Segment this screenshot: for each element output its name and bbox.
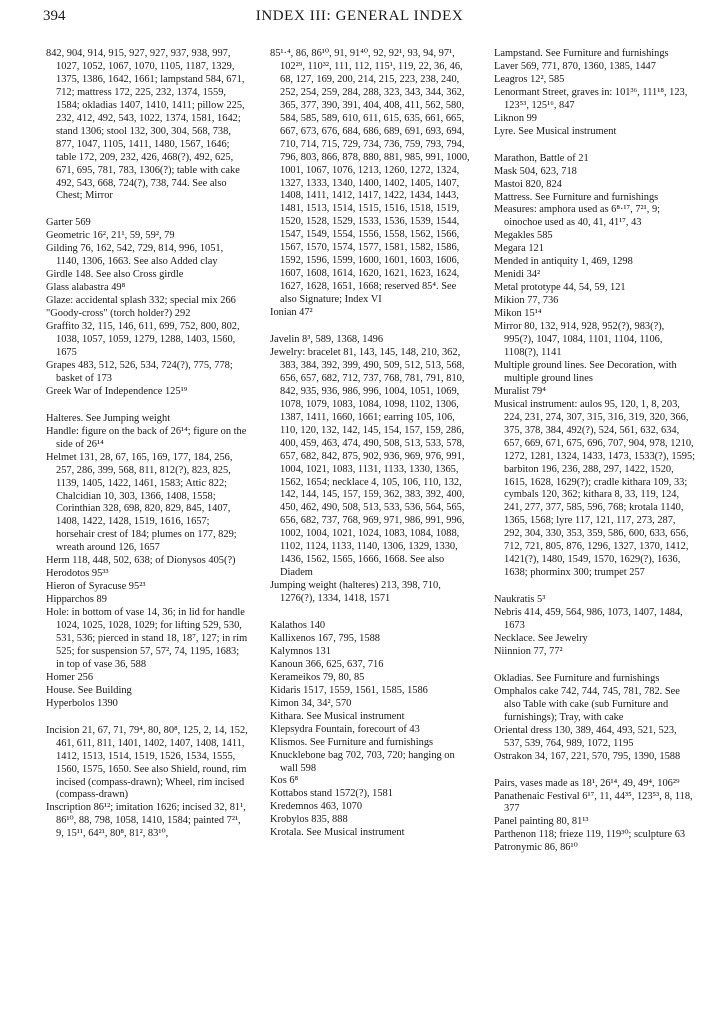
index-entry: Mikon 15¹⁴: [494, 308, 542, 320]
index-entry: Glass alabastra 49⁸: [46, 282, 126, 294]
index-entry: Niinnion 77, 77²: [494, 645, 563, 657]
index-section-first-entry: Halteres. See Jumping weight: [46, 412, 171, 424]
index-section-first-entry: Naukratis 5³: [494, 594, 546, 606]
index-entry: Gilding 76, 162, 542, 729, 814, 996, 1051, 1140, 1306, 1663. See also Added clay: [46, 243, 224, 268]
index-entry: Homer 256: [46, 671, 94, 683]
index-entry: Hipparchos 89: [46, 594, 107, 606]
index-entry: Patronymic 86, 86¹⁰: [494, 842, 578, 854]
index-section-first-entry: Incision 21, 67, 71, 79⁴, 80, 80⁸, 125, 2, 14, 152, 461, 611, 811, 1401, 1402, 1407, 1408, 1411, 1412, 1513, 1514, 1519, 1526, 1534, 1555, 1560, 1575, 1650. See also Shield, round, rim incised (compass-drawn); Wheel, rim incised (compass-drawn): [46, 724, 248, 801]
index-entry: Knucklebone bag 702, 703, 720; hanging on wall 598: [270, 749, 455, 774]
page-number: 394: [43, 8, 66, 24]
index-entry: Hyperbolos 1390: [46, 697, 118, 709]
section-spacer: [270, 606, 472, 620]
section-spacer: [494, 764, 696, 778]
index-entry: Mastoi 820, 824: [494, 178, 562, 190]
index-entry: Ionian 47²: [270, 307, 313, 319]
index-entry: Girdle 148. See also Cross girdle: [46, 269, 184, 281]
running-title: INDEX III: GENERAL INDEX: [255, 8, 464, 24]
index-entry: Mikion 77, 736: [494, 295, 559, 307]
index-section-first-entry: Javelin 8³, 589, 1368, 1496: [270, 334, 384, 346]
index-entry: Oriental dress 130, 389, 464, 493, 521, 523, 537, 539, 764, 989, 1072, 1195: [494, 724, 677, 749]
index-entry: Multiple ground lines. See Decoration, with multiple ground lines: [494, 359, 677, 384]
index-entry: Geometric 16², 21¹, 59, 59², 79: [46, 230, 175, 242]
index-entry: 85¹·⁴, 86, 86¹⁰, 91, 91⁴⁰, 92, 92¹, 93, 94, 97¹, 102²⁹, 110³², 111, 112, 115¹, 119, 22, 36, 46, 68, 127, 169, 200, 214, 215, 223, 238, 240, 252, 254, 259, 284, 288, 323, 343, 344, 362, 365, 377, 390, 391, 404, 408, 411, 562, 580, 584, 585, 589, 610, 611, 615, 635, 661, 665, 667, 673, 676, 684, 686, 689, 691, 693, 694, 710, 714, 715, 729, 734, 736, 759, 793, 794, 796, 803, 866, 878, 880, 881, 985, 991, 1000, 1001, 1067, 1076, 1213, 1260, 1272, 1324, 1327, 1333, 1340, 1400, 1402, 1405, 1407, 1408, 1411, 1412, 1417, 1422, 1434, 1443, 1481, 1513, 1514, 1515, 1516, 1518, 1519, 1520, 1528, 1529, 1533, 1536, 1539, 1544, 1547, 1549, 1554, 1556, 1558, 1562, 1566, 1567, 1570, 1574, 1577, 1581, 1582, 1586, 1592, 1596, 1599, 1600, 1601, 1603, 1606, 1607, 1608, 1614, 1620, 1621, 1623, 1624, 1627, 1628, 1651, 1668; reserved 85⁴. See also Signature; Index VI: [270, 48, 470, 306]
index-entry: 842, 904, 914, 915, 927, 927, 937, 938, 997, 1027, 1052, 1067, 1070, 1105, 1187, 1329, 1375, 1386, 1642, 1661; lampstand 584, 671, 712; mattress 172, 225, 232, 1374, 1559, 1584; okladias 1407, 1410, 1411; pillow 225, 232, 412, 492, 543, 1022, 1374, 1581, 1642; stand 1306; stool 132, 300, 304, 568, 738, 877, 1047, 1105, 1411, 1480, 1567, 1646; table 172, 209, 232, 426, 468(?), 492, 625, 671, 695, 781, 783, 1306(?); table with cake 492, 543, 668, 724(?), 738, 744. See also Chest; Mirror: [46, 48, 245, 202]
section-spacer: [494, 580, 696, 594]
page-header: [0, 8, 719, 32]
index-entry: Jewelry: bracelet 81, 143, 145, 148, 210, 362, 383, 384, 392, 399, 490, 509, 512, 513, 568, 656, 657, 682, 712, 737, 768, 781, 791, 810, 842, 935, 936, 986, 996, 1004, 1051, 1069, 1078, 1079, 1083, 1084, 1098, 1102, 1306, 1387, 1411, 1660, 1661; earring 105, 106, 110, 120, 132, 142, 145, 154, 157, 159, 286, 400, 459, 463, 474, 490, 508, 513, 533, 578, 657, 682, 842, 875, 902, 936, 969, 976, 991, 1004, 1021, 1083, 1131, 1133, 1330, 1365, 1562, 1654; necklace 4, 105, 106, 110, 132, 142, 144, 145, 157, 159, 362, 383, 392, 400, 450, 462, 490, 508, 513, 533, 536, 564, 565, 656, 682, 737, 768, 969, 971, 986, 991, 996, 1002, 1004, 1021, 1024, 1083, 1084, 1088, 1102, 1124, 1133, 1140, 1306, 1329, 1330, 1436, 1562, 1565, 1666, 1668. See also Diadem: [270, 346, 465, 579]
index-entry: Glaze: accidental splash 332; special mix 266: [46, 295, 236, 307]
index-entry: Omphalos cake 742, 744, 745, 781, 782. See also Table with cake (sub Furniture and furnishings); Tray, with cake: [494, 685, 680, 723]
index-column-1: [46, 48, 248, 1018]
index-entry: Muralist 79⁴: [494, 385, 546, 397]
index-entry: Kidaris 1517, 1559, 1561, 1585, 1586: [270, 684, 428, 696]
index-section-first-entry: Marathon, Battle of 21: [494, 152, 589, 164]
section-spacer: [46, 203, 248, 217]
index-entry: Helmet 131, 28, 67, 165, 169, 177, 184, 256, 257, 286, 399, 568, 811, 812(?), 823, 825, 1139, 1405, 1422, 1461, 1583; Attic 822; Chalcidian 10, 303, 1366, 1408, 1558; Corinthian 328, 698, 820, 829, 845, 1407, 1408, 1422, 1428, 1519, 1616, 1657; horsehair crest of 184; plumes on 177, 829; wreath around 126, 1657: [46, 451, 237, 554]
index-entry: Lenormant Street, graves in: 101³⁶, 111¹⁸, 123, 123⁵³, 125¹⁶, 847: [494, 86, 688, 111]
index-entry: Mask 504, 623, 718: [494, 165, 577, 177]
index-entry: Klismos. See Furniture and furnishings: [270, 736, 434, 748]
index-entry: Hieron of Syracuse 95²³: [46, 581, 146, 593]
index-entry: Kottabos stand 1572(?), 1581: [270, 788, 393, 800]
section-spacer: [270, 320, 472, 334]
index-entry: Metal prototype 44, 54, 59, 121: [494, 282, 626, 294]
index-entry: Panathenaic Festival 6¹⁷, 11, 44³⁵, 123⁵³, 8, 118, 377: [494, 790, 693, 815]
index-entry: Kithara. See Musical instrument: [270, 710, 405, 722]
index-entry: House. See Building: [46, 684, 132, 696]
index-section-first-entry: Garter 569: [46, 217, 91, 229]
index-entry: Leagros 12², 585: [494, 73, 565, 85]
index-entry: Krotala. See Musical instrument: [270, 827, 405, 839]
index-section-first-entry: Pairs, vases made as 18¹, 26¹⁴, 49, 49⁴, 106²⁹: [494, 777, 680, 789]
index-entry: Kerameikos 79, 80, 85: [270, 671, 365, 683]
index-entry: Inscription 86¹²; imitation 1626; incised 32, 81¹, 86¹⁰, 88, 798, 1058, 1410, 1584; painted 7²¹, 9, 15¹¹, 64²¹, 80⁸, 81², 83¹⁰,: [46, 802, 246, 840]
index-columns: [46, 48, 696, 1018]
index-entry: Panel painting 80, 81¹³: [494, 816, 589, 828]
index-entry: Necklace. See Jewelry: [494, 632, 588, 644]
index-entry: Laver 569, 771, 870, 1360, 1385, 1447: [494, 60, 656, 72]
index-entry: Greek War of Independence 125¹⁹: [46, 385, 188, 397]
index-entry: Kredemnos 463, 1070: [270, 801, 363, 813]
index-entry: "Goody-cross" (torch holder?) 292: [46, 308, 191, 320]
index-entry: Hole: in bottom of vase 14, 36; in lid for handle 1024, 1025, 1028, 1029; for lifting 529, 530, 531, 536; pierced in stand 18, 18⁷, 127; in rim 525; for suspension 57, 57², 74, 1195, 1683; in top of vase 36, 588: [46, 607, 248, 670]
index-entry: Megakles 585: [494, 230, 553, 242]
index-entry: Kimon 34, 34², 570: [270, 697, 352, 709]
section-spacer: [494, 139, 696, 153]
index-entry: Mirror 80, 132, 914, 928, 952(?), 983(?), 995(?), 1047, 1084, 1101, 1104, 1106, 1108(?), 1141: [494, 321, 665, 358]
index-entry: Measures: amphora used as 6⁸·¹⁷, 7²¹, 9; oinochoe used as 40, 41, 41¹⁷, 43: [494, 204, 661, 229]
index-entry: Menidi 34²: [494, 269, 541, 281]
index-section-first-entry: Okladias. See Furniture and furnishings: [494, 672, 660, 684]
index-entry: Herodotos 95³³: [46, 568, 109, 580]
index-entry: Kos 6⁸: [270, 775, 299, 787]
index-entry: Lyre. See Musical instrument: [494, 125, 617, 137]
index-entry: Klepsydra Fountain, forecourt of 43: [270, 723, 420, 735]
section-spacer: [494, 659, 696, 673]
index-entry: Megara 121: [494, 243, 544, 255]
index-entry: Kanoun 366, 625, 637, 716: [270, 658, 384, 670]
section-spacer: [46, 711, 248, 725]
index-column-2: [270, 48, 472, 1018]
index-entry: Liknon 99: [494, 112, 538, 124]
index-column-3: [494, 48, 696, 1018]
index-entry: Kallixenos 167, 795, 1588: [270, 632, 380, 644]
index-entry: Graffito 32, 115, 146, 611, 699, 752, 800, 802, 1038, 1057, 1059, 1279, 1288, 1403, 1560, 1675: [46, 321, 240, 358]
index-entry: Mended in antiquity 1, 469, 1298: [494, 256, 633, 268]
index-entry: Ostrakon 34, 167, 221, 570, 795, 1390, 1588: [494, 750, 681, 762]
index-entry: Parthenon 118; frieze 119, 119³⁰; sculpture 63: [494, 829, 686, 841]
section-spacer: [46, 399, 248, 413]
index-entry: Mattress. See Furniture and furnishings: [494, 191, 659, 203]
index-entry: Handle: figure on the back of 26¹⁴; figure on the side of 26¹⁴: [46, 425, 247, 450]
index-entry: Musical instrument: aulos 95, 120, 1, 8, 203, 224, 231, 274, 307, 315, 316, 319, 320, 366, 375, 378, 384, 492(?), 524, 561, 632, 634, 657, 669, 671, 675, 696, 707, 904, 978, 1210, 1272, 1281, 1324, 1433, 1473, 1533(?), 1595; barbiton 196, 236, 288, 297, 1422, 1520, 1615, 1628, 1629(?); cradle kithara 109, 33; cymbals 120, 362; kithara 8, 33, 119, 124, 241, 277, 377, 585, 596, 768; krotala 1140, 1365, 1568; lyre 117, 121, 117, 273, 287, 292, 304, 330, 353, 359, 586, 600, 633, 656, 712, 721, 805, 876, 1296, 1327, 1370, 1412, 1421(?), 1480, 1549, 1570, 1629(?), 1636, 1638; phorminx 300; trumpet 257: [494, 398, 696, 579]
index-entry: Krobylos 835, 888: [270, 814, 348, 826]
index-section-first-entry: Lampstand. See Furniture and furnishings: [494, 48, 669, 59]
index-entry: Kalymnos 131: [270, 645, 331, 657]
index-entry: Jumping weight (halteres) 213, 398, 710, 1276(?), 1334, 1418, 1571: [270, 580, 441, 605]
index-entry: Herm 118, 448, 502, 638; of Dionysos 405(?): [46, 555, 236, 567]
index-entry: Grapes 483, 512, 526, 534, 724(?), 775, 778; basket of 173: [46, 359, 233, 384]
index-entry: Nebris 414, 459, 564, 986, 1073, 1407, 1484, 1673: [494, 607, 683, 632]
index-section-first-entry: Kalathos 140: [270, 620, 326, 632]
